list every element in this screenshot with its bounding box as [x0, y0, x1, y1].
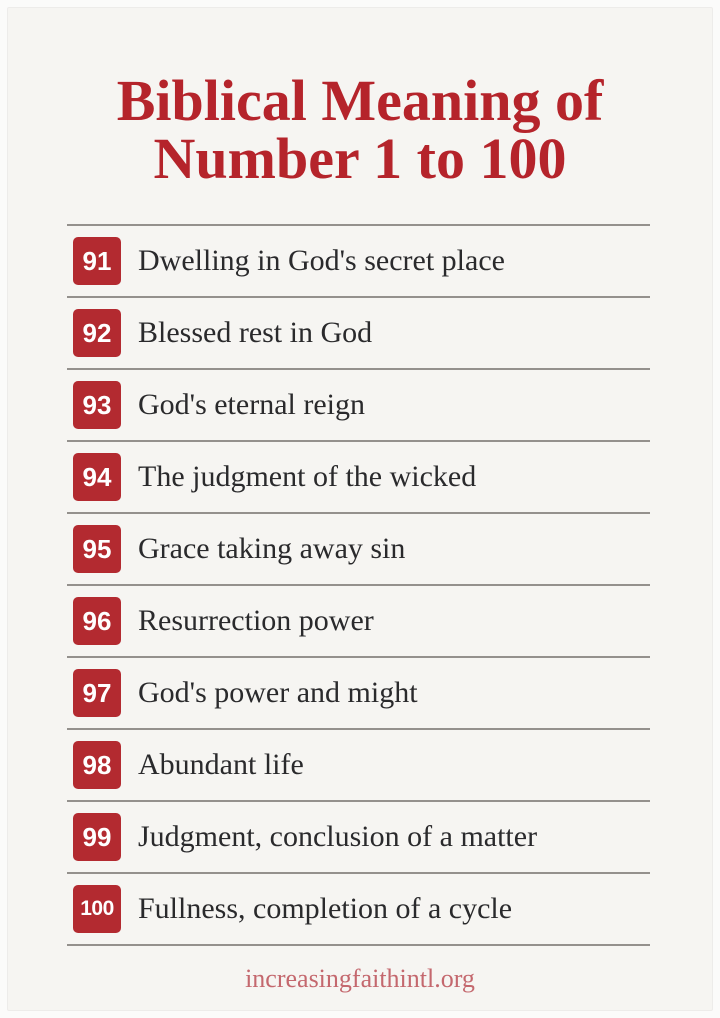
number-badge: 99: [73, 813, 121, 861]
meaning-text: God's eternal reign: [138, 388, 365, 421]
number-badge: 98: [73, 741, 121, 789]
meaning-text: Dwelling in God's secret place: [138, 244, 505, 277]
meaning-text: Resurrection power: [138, 604, 374, 637]
number-badge: 94: [73, 453, 121, 501]
list-item: [67, 296, 650, 368]
footer-website: increasingfaithintl.org: [245, 964, 475, 993]
meaning-text: The judgment of the wicked: [138, 460, 477, 493]
list-item: [67, 440, 650, 512]
list-item: [67, 584, 650, 656]
number-badge: 100: [73, 885, 121, 933]
number-badge: 91: [73, 237, 121, 285]
list-item: [67, 872, 650, 946]
page-title-line1: Biblical Meaning of: [116, 68, 604, 133]
meaning-text: Grace taking away sin: [138, 532, 406, 565]
page-title-line2: Number 1 to 100: [153, 126, 567, 191]
meaning-text: God's power and might: [138, 676, 418, 709]
list-item: [67, 728, 650, 800]
meaning-text: Judgment, conclusion of a matter: [138, 820, 538, 853]
number-badge: 95: [73, 525, 121, 573]
number-badge: 93: [73, 381, 121, 429]
meaning-text: Abundant life: [138, 748, 304, 781]
list-item: [67, 224, 650, 296]
page-title: [28, 68, 692, 191]
infographic-card: [7, 7, 713, 1011]
number-badge: 92: [73, 309, 121, 357]
list-item: [67, 656, 650, 728]
list-item: [67, 800, 650, 872]
number-badge: 96: [73, 597, 121, 645]
meaning-text: Blessed rest in God: [138, 316, 373, 349]
number-badge: 97: [73, 669, 121, 717]
meanings-list: [67, 224, 650, 946]
list-item: [67, 368, 650, 440]
list-item: [67, 512, 650, 584]
meaning-text: Fullness, completion of a cycle: [138, 892, 513, 925]
